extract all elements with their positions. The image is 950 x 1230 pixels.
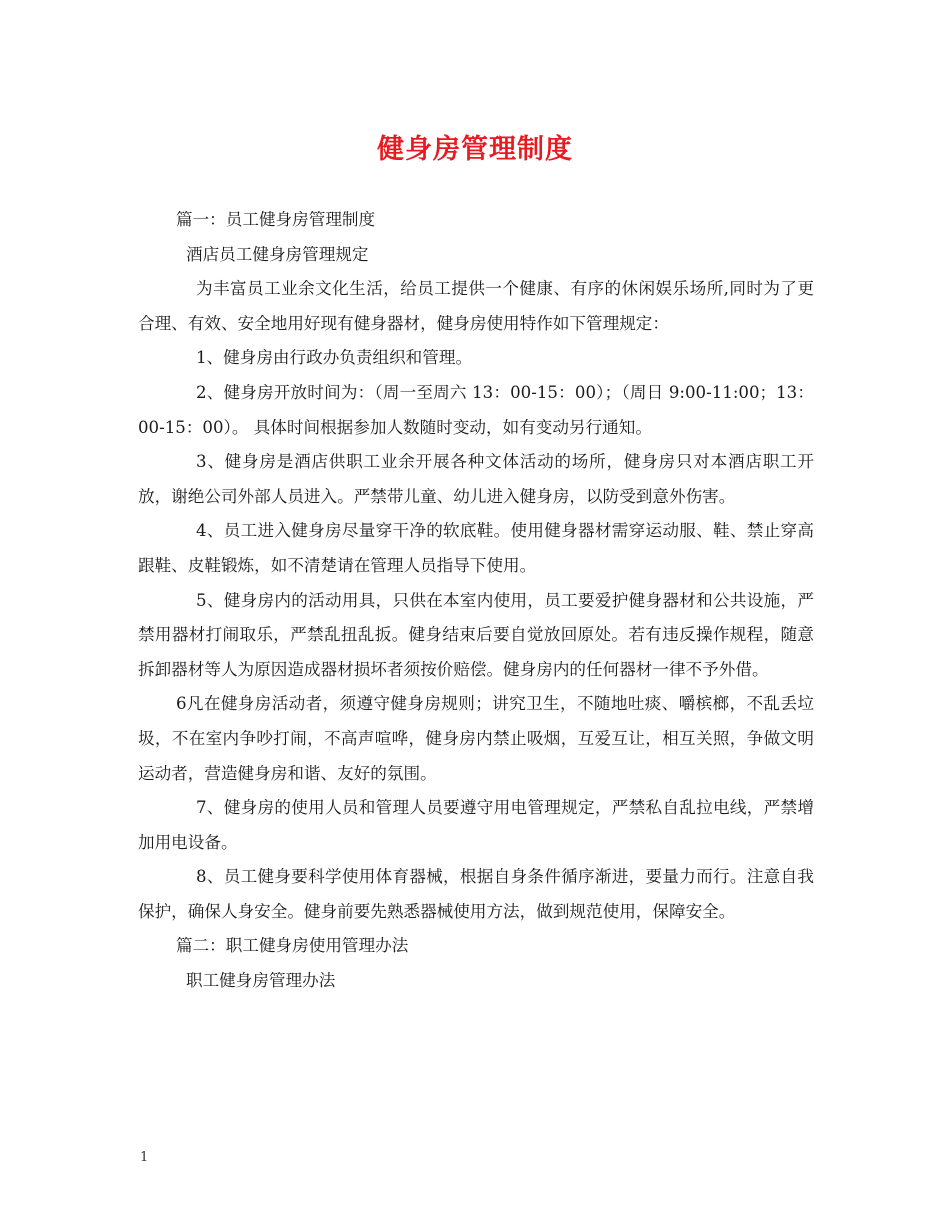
rule-4: 4、员工进入健身房尽量穿干净的软底鞋。使用健身器材需穿运动服、鞋、禁止穿高跟鞋、皮鞋锻炼，如不清楚请在管理人员指导下使用。 (138, 521, 814, 575)
document-body (138, 203, 814, 999)
intro-paragraph: 为丰富员工业余文化生活，给员工提供一个健康、有序的休闲娱乐场所,同时为了更合理、有效、安全地用好现有健身器材，健身房使用特作如下管理规定： (138, 279, 814, 333)
section-heading-1: 篇一：员工健身房管理制度 (176, 210, 376, 229)
rule-8: 8、员工健身要科学使用体育器械，根据自身条件循序渐进，要量力而行。注意自我保护，确保人身安全。健身前要先熟悉器械使用方法，做到规范使用，保障安全。 (138, 867, 814, 921)
subsection-heading-1: 酒店员工健身房管理规定 (186, 244, 369, 264)
section-heading-2: 篇二：职工健身房使用管理办法 (176, 936, 409, 956)
rule-1: 1、健身房由行政办负责组织和管理。 (196, 348, 473, 368)
document-title: 健身房管理制度 (377, 134, 573, 165)
rule-7: 7、健身房的使用人员和管理人员要遵守用电管理规定，严禁私自乱拉电线，严禁增加用电设备。 (138, 798, 814, 852)
rule-6: 6凡在健身房活动者，须遵守健身房规则；讲究卫生，不随地吐痰、嚼槟榔，不乱丢垃圾，不在室内争吵打闹，不高声喧哗，健身房内禁止吸烟，互爱互让，相互关照，争做文明运动者，营造健身房和谐、友好的氛围。 (138, 694, 814, 783)
rule-3: 3、健身房是酒店供职工业余开展各种文体活动的场所，健身房只对本酒店职工开放，谢绝公司外部人员进入。严禁带儿童、幼儿进入健身房，以防受到意外伤害。 (138, 452, 814, 506)
page-number: 1 (140, 1150, 149, 1165)
subsection-heading-2: 职工健身房管理办法 (186, 971, 336, 991)
rule-5: 5、健身房内的活动用具，只供在本室内使用，员工要爱护健身器材和公共设施，严禁用器材打闹取乐，严禁乱扭乱扳。健身结束后要自觉放回原处。若有违反操作规程，随意拆卸器材等人为原因造成器材损坏者须按价赔偿。健身房内的任何器材一律不予外借。 (138, 590, 814, 679)
rule-2: 2、健身房开放时间为：（周一至周六 13：00-15：00）；（周日 9:00-11:00；13：00-15：00）。 具体时间根据参加人数随时变动，如有变动另行通知。 (138, 382, 814, 437)
